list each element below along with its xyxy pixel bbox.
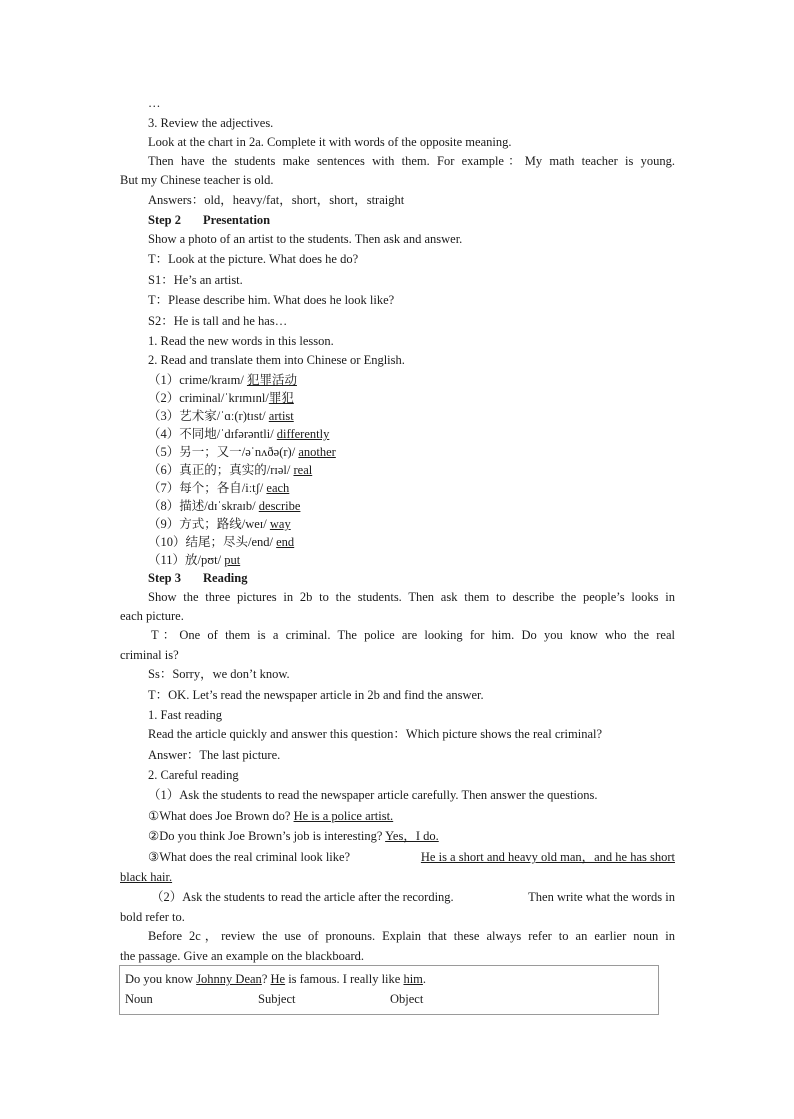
step2-heading xyxy=(148,212,270,228)
example-noun: Johnny Dean xyxy=(196,972,262,986)
sentence-part: ? xyxy=(261,972,271,986)
answer-text: He is a short and heavy old man，and he has short xyxy=(420,850,675,864)
ask-text-tail: Then write what the words in xyxy=(528,890,675,904)
vocab-prompt: （8）描述/dɪˈskraɪb/ xyxy=(148,499,259,513)
dialog-t1: T：Look at the picture. What does he do? xyxy=(148,252,359,266)
read-quickly: Read the article quickly and answer this question：Which picture shows the real criminal? xyxy=(148,727,603,741)
question-3 xyxy=(148,849,675,865)
step3-heading xyxy=(148,570,247,586)
dialog-s2: S2：He is tall and he has… xyxy=(148,314,288,328)
review-adjectives: 3. Review the adjectives. xyxy=(148,116,274,130)
vocab-answer: differently xyxy=(276,427,330,441)
vocab-prompt: （5）另一；又一/əˈnʌðə(r)/ xyxy=(148,445,299,459)
vocab-answer: way xyxy=(269,517,291,531)
example-sentence xyxy=(125,971,426,987)
dialog-s1: S1：He’s an artist. xyxy=(148,273,243,287)
vocab-prompt: （4）不同地/ˈdɪfərəntli/ xyxy=(148,427,277,441)
vocab-answer: 罪犯 xyxy=(268,391,294,405)
before-2c-line-2: the passage. Give an example on the blackboard. xyxy=(120,949,365,963)
students-reply: Ss：Sorry，we don’t know. xyxy=(148,667,290,681)
vocab-answer: each xyxy=(266,481,290,495)
vocab-item xyxy=(148,444,336,460)
vocab-answer: put xyxy=(224,553,241,567)
blackboard-example-box xyxy=(119,965,659,1015)
step2-label: Step 2 xyxy=(148,213,181,227)
teacher-ok: T：OK. Let’s read the newspaper article in 2b and find the answer. xyxy=(148,688,484,702)
vocab-answer: real xyxy=(293,463,313,477)
ask-students-1: （1）Ask the students to read the newspaper article carefully. Then answer the questions. xyxy=(148,788,598,802)
look-at-chart: Look at the chart in 2a. Complete it with words of the opposite meaning. xyxy=(148,135,512,149)
ask-students-2-line-1 xyxy=(151,889,675,905)
vocab-item xyxy=(148,372,297,388)
vocab-prompt: （3）艺术家/ˈɑː(r)tɪst/ xyxy=(148,409,269,423)
vocab-item xyxy=(148,534,294,550)
label-subject: Subject xyxy=(258,992,296,1006)
question-text: ③What does the real criminal look like? xyxy=(148,850,351,864)
vocab-item xyxy=(148,426,329,442)
label-noun: Noun xyxy=(125,992,153,1006)
vocab-answer: another xyxy=(298,445,336,459)
question-text: ②Do you think Joe Brown’s job is interesting? xyxy=(148,829,386,843)
vocab-prompt: （6）真正的；真实的/rɪəl/ xyxy=(148,463,294,477)
ellipsis-line: … xyxy=(148,96,161,110)
step2-title: Presentation xyxy=(203,213,271,227)
sentence-part: . xyxy=(422,972,427,986)
example-subject-pronoun: He xyxy=(270,972,286,986)
answer-text: He is a police artist. xyxy=(293,809,394,823)
vocab-prompt: （7）每个；各自/iːtʃ/ xyxy=(148,481,267,495)
question-2 xyxy=(148,828,439,844)
sentence-part: is famous. I really like xyxy=(285,972,404,986)
vocab-prompt: （10）结尾；尽头/end/ xyxy=(148,535,277,549)
before-2c-line-1: Before 2c，review the use of pronouns. Explain that these always refer to an earlier noun in xyxy=(148,929,675,943)
sentence-part: Do you know xyxy=(125,972,197,986)
teacher-criminal-line-2: criminal is? xyxy=(120,648,179,662)
example-object-pronoun: him xyxy=(403,972,423,986)
read-new-words: 1. Read the new words in this lesson. xyxy=(148,334,334,348)
vocab-item xyxy=(148,480,289,496)
answer-text: black hair. xyxy=(120,870,173,884)
teacher-criminal-line-1: T：One of them is a criminal. The police are looking for him. Do you know who the real xyxy=(151,628,675,642)
step3-label: Step 3 xyxy=(148,571,181,585)
question-text: ①What does Joe Brown do? xyxy=(148,809,294,823)
make-sentences-line-1: Then have the students make sentences with them. For example：My math teacher is young. xyxy=(148,154,675,168)
ask-students-2-line-2: bold refer to. xyxy=(120,910,185,924)
vocab-answer: 犯罪活动 xyxy=(246,373,297,387)
step3-title: Reading xyxy=(203,571,248,585)
vocab-item xyxy=(148,462,312,478)
vocab-item xyxy=(148,552,240,568)
vocab-item xyxy=(148,408,294,424)
vocab-item xyxy=(148,390,294,406)
vocab-prompt: （2）criminal/ˈkrɪmɪnl/ xyxy=(148,391,269,405)
vocab-prompt: （1）crime/kraɪm/ xyxy=(148,373,247,387)
read-and-translate: 2. Read and translate them into Chinese or English. xyxy=(148,353,405,367)
show-photo-line: Show a photo of an artist to the students. Then ask and answer. xyxy=(148,232,463,246)
vocab-item xyxy=(148,498,300,514)
question-3-continued xyxy=(120,869,172,885)
show-pictures-line-2: each picture. xyxy=(120,609,184,623)
vocab-prompt: （9）方式；路线/weɪ/ xyxy=(148,517,270,531)
dialog-t2: T：Please describe him. What does he look like? xyxy=(148,293,395,307)
vocab-answer: artist xyxy=(268,409,294,423)
vocab-answer: describe xyxy=(258,499,301,513)
label-object: Object xyxy=(390,992,424,1006)
question-1 xyxy=(148,808,393,824)
vocab-answer: end xyxy=(276,535,295,549)
vocab-item xyxy=(148,516,291,532)
fast-reading: 1. Fast reading xyxy=(148,708,222,722)
answer-last-picture: Answer：The last picture. xyxy=(148,748,281,762)
ask-text: （2）Ask the students to read the article after the recording. xyxy=(151,890,454,904)
vocab-prompt: （11）放/pʊt/ xyxy=(148,553,225,567)
careful-reading: 2. Careful reading xyxy=(148,768,239,782)
answers-adjectives: Answers：old，heavy/fat，short，short，straight xyxy=(148,193,405,207)
answer-text: Yes，I do. xyxy=(385,829,439,843)
show-pictures-line-1: Show the three pictures in 2b to the students. Then ask them to describe the people’s looks in xyxy=(148,590,675,604)
make-sentences-line-2: But my Chinese teacher is old. xyxy=(120,173,274,187)
